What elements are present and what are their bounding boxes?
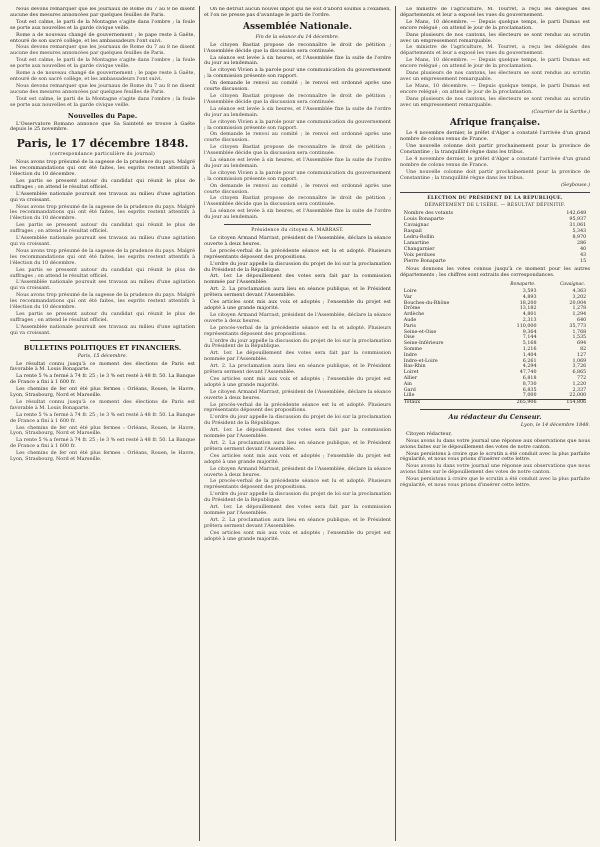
department-name: Loiret [403,370,419,376]
paragraph: Le 4 novembre dernier, le préfet d'Alger a constaté l'arrivée d'un grand nombre de colons venus de France. [400,130,590,143]
vote-count: 3,593 [522,288,537,294]
paragraph: Nous devons remarquer que les journaux de Rome du 7 au 8 ne disent aucune des mesures annoncées par quelques feuilles de Paris. [10,44,195,57]
paragraph: L'ordre du jour appelle la discussion du projet de loi sur la proclamation du Président de la République. [204,260,391,273]
section-heading: BULLETINS POLITIQUES ET FINANCIERS. [23,343,182,352]
vote-count: 1,535 [572,335,587,341]
department-name: Loire [403,288,417,294]
department-name: Bas-Rhin [403,364,426,370]
department-name: Var [403,294,412,300]
paragraph: Le résultat connu jusqu'à ce moment des élections de Paris est favorable à M. Louis Bonaparte. [10,360,195,373]
paragraph: Les chemins de fer ont été plus fermes : Orléans, Rouen, le Havre, Lyon, Strasbourg, Nord et Marseille. [10,386,195,399]
vote-count: 20,004 [569,300,587,306]
paragraph: Le ministre de l'agriculture, M. Tourret, a reçu les délégués des départements et leur a exposé les vues du gouvernement. [400,44,590,57]
vote-count: 2,313 [522,317,537,323]
section-heading: Afrique française. [449,118,541,129]
vote-count: 110,000 [516,323,537,329]
paragraph: L'ordre du jour appelle la discussion du projet de loi sur la proclamation du Président de la République. [204,414,391,427]
vote-count: 13,182 [519,306,537,312]
header-cell: Bonaparte. [510,282,536,288]
paragraph: Le citoyen Armand Marrast, président de l'Assemblée, déclare la séance ouverte à deux heures. [204,465,391,478]
department-name: Drôme [403,306,421,312]
paragraph: L'Assemblée nationale poursuit ses travaux au milieu d'une agitation qui va croissant. [10,323,195,336]
vote-count: 1,220 [572,381,587,387]
paragraph: Le 4 novembre dernier, le préfet d'Alger a constaté l'arrivée d'un grand nombre de colons venus de France. [400,156,590,168]
department-name: Somme [403,346,422,352]
separator [224,224,371,225]
paragraph: Ces articles sont mis aux voix et adoptés ; l'ensemble du projet est adopté à une grande majorité. [204,529,391,542]
paragraph: Nous persistons à croire que le scrutin a été conduit avec la plus parfaite régularité, et nous vous prions d'insérer cette lettre. [400,450,590,463]
table-header-row [404,281,586,289]
paragraph: L'Assemblée nationale poursuit ses travaux au milieu d'une agitation qui va croissant. [10,190,195,203]
vote-count: 6,818 [522,375,537,381]
paragraph: La rente 5 % a fermé à 74 fr. 25 ; le 3 % est resté à 48 fr. 50. La Banque de France a fini à 1 600 fr. [10,437,195,450]
paragraph: Art. 2. La proclamation aura lieu en séance publique, et le Président prêtera serment devant l'Assemblée. [204,286,391,299]
paragraph: Nous persistons à croire que le scrutin a été conduit avec la plus parfaite régularité, et nous vous prions d'insérer cette lettre. [400,476,590,489]
paragraph: L'Osservatore Romano annonce que Sa Sainteté se trouve à Gaëte depuis le 25 novembre. [10,120,195,133]
letter-place-date: Lyon, le 14 décembre 1848. [520,421,590,428]
paragraph: Citoyen rédacteur, [406,430,452,437]
separator [400,192,590,193]
department-name: Allier [403,375,417,381]
department-name: Seine-Inférieure [403,341,444,347]
dateline-subtitle: (correspondance particulière du journal) [49,152,156,158]
vote-count: 286 [577,241,587,247]
paragraph: Les partis se pressent autour du candidat qui réunit le plus de suffrages ; on attend le résultat officiel. [10,222,195,235]
paragraph: Le procès-verbal de la précédente séance est lu et adopté. Plusieurs représentants déposent des propositions. [204,401,391,414]
header-cell: Cavaignac. [559,282,586,288]
vote-count: 31,061 [569,223,587,229]
vote-count: 5,343 [572,229,587,235]
paragraph: Le résultat connu jusqu'à ce moment des élections de Paris est favorable à M. Louis Bonaparte. [10,398,195,411]
paragraph: La séance est levée à six heures, et l'Assemblée fixe la suite de l'ordre du jour au lendemain. [204,208,391,221]
department-name: Gard [403,387,416,393]
paragraph: Les partis se pressent autour du candidat qui réunit le plus de suffrages ; on attend le résultat officiel. [10,310,195,323]
department-name: Ain [403,381,412,387]
department-name: Aude [403,317,417,323]
total-cell: Totaux [404,400,487,406]
paragraph: Le procès-verbal de la précédente séance est lu et adopté. Plusieurs représentants déposent des propositions. [204,247,391,260]
paragraph: Le citoyen Vivien a la parole pour une communication du gouvernement ; la commission présente son rapport. [204,67,391,80]
candidate-name: Lamartine [403,241,429,247]
paragraph: Nous avons lu dans votre journal une réponse aux observations que nous avions faites sur le dépouillement des votes de notre canton. [400,437,590,450]
header-cell [404,281,487,289]
paragraph: Nous avons lu dans votre journal une réponse aux observations que nous avions faites sur le dépouillement des votes de notre canton. [400,463,590,476]
vote-count: 2,337 [572,387,587,393]
paragraph: Le citoyen Vivien a la parole pour une communication du gouvernement ; la commission présente son rapport. [204,118,391,131]
paragraph: L'Assemblée nationale poursuit ses travaux au milieu d'une agitation qui va croissant. [10,279,195,292]
paragraph: Le Mans, 10 décembre. — Depuis quelque temps, le parti Dumas est encore relégué ; on attend le jour de la proclamation. [400,57,590,70]
paragraph: L'ordre du jour appelle la discussion du projet de loi sur la proclamation du Président de la République. [204,491,391,504]
paragraph: Le citoyen Armand Marrast, président de l'Assemblée, déclare la séance ouverte à deux heures. [204,388,391,401]
department-name: Indre [403,352,417,358]
paragraph: La rente 5 % a fermé à 74 fr. 25 ; le 3 % est resté à 48 fr. 50. La Banque de France a fini à 1 600 fr. [10,411,195,424]
vote-count: 127 [577,352,587,358]
department-votes-table [404,281,586,406]
candidate-name: Changarnier [403,247,435,253]
vote-count: 6,261 [522,358,537,364]
paragraph: L'ordre du jour appelle la discussion du projet de loi sur la proclamation du Président de la République. [204,337,391,350]
paragraph: Dans plusieurs de nos cantons, les électeurs se sont rendus au scrutin avec un empressement remarquable. [400,31,590,44]
section-heading: Nouvelles du Pape. [67,111,138,120]
paragraph: Le Mans, 10 décembre. — Depuis quelque temps, le parti Dumas est encore relégué ; on attend le jour de la proclamation. [400,18,590,31]
section-heading: Au rédacteur du Censeur. [448,412,542,421]
vote-count: 8,730 [522,381,537,387]
paragraph: Une nouvelle colonne doit partir prochainement pour la province de Constantine ; la tranquillité règne dans les tribus. [400,143,590,156]
paragraph: Art. 1er. Le dépouillement des votes sera fait par la commission nommée par l'Assemblée. [204,504,391,516]
vote-count: 4,893 [522,294,537,300]
vote-count: 7,144 [522,335,537,341]
department-name: Lille [403,393,415,399]
vote-count: 43 [580,253,587,259]
paragraph: On demande le renvoi au comité ; le renvoi est ordonné après une courte discussion. [204,80,391,93]
department-name: Ardèche [403,312,425,318]
vote-count: 3,202 [572,294,587,300]
total-cell: 265,906 [487,400,537,406]
paragraph: Le citoyen Vivien a la parole pour une communication du gouvernement ; la commission présente son rapport. [204,169,391,182]
total-row [404,400,586,406]
department-name: Paris [403,323,416,329]
paragraph: Art. 1er. Le dépouillement des votes sera fait par la commission nommée par l'Assemblée. [204,273,391,286]
paragraph: La séance est levée à six heures, et l'Assemblée fixe la suite de l'ordre du jour au lendemain. [204,157,391,169]
department-name: Indre-et-Loire [403,358,438,364]
paragraph: Les partis se pressent autour du candidat qui réunit le plus de suffrages ; on attend le résultat officiel. [10,266,195,279]
column-divider [395,6,396,841]
paragraph: Le citoyen Bastiat propose de reconnaître le droit de pétition ; l'Assemblée décide que la discussion sera continuée. [204,144,391,157]
paragraph: Nous devons remarquer que les journaux de Rome du 7 au 8 ne disent aucune des mesures annoncées par quelques feuilles de Paris. [10,82,195,95]
vote-count: 18,200 [519,300,537,306]
vote-count: 4,363 [572,288,587,294]
paragraph: Les chemins de fer ont été plus fermes : Orléans, Rouen, le Havre, Lyon, Strasbourg, Nord et Marseille. [10,450,195,463]
paragraph: L'Assemblée nationale poursuit ses travaux au milieu d'une agitation qui va croissant. [10,235,195,247]
candidate-name: Cavaignac [403,223,430,229]
vote-count: 15 [580,259,587,265]
section-subtitle: Fin de la séance du 14 décembre. [255,33,340,40]
vote-count: 1,404 [522,352,537,358]
paragraph: Le citoyen Bastiat propose de reconnaître le droit de pétition ; l'Assemblée décide que la discussion sera continuée. [204,41,391,54]
vote-count: 22,000 [569,393,587,399]
paragraph: Le ministre de l'agriculture, M. Tourret, a reçu les délégués des départements et leur a exposé les vues du gouvernement. [400,7,590,18]
paragraph: La séance est levée à six heures, et l'Assemblée fixe la suite de l'ordre du jour au lendemain. [204,105,391,118]
paragraph: Une nouvelle colonne doit partir prochainement pour la province de Constantine ; la tranquillité règne dans les tribus. [400,168,590,181]
paragraph: Le procès-verbal de la précédente séance est lu et adopté. Plusieurs représentants déposent des propositions. [204,478,391,491]
paragraph: On demande le renvoi au comité ; le renvoi est ordonné après une courte discussion. [204,131,391,144]
paragraph: Art. 2. La proclamation aura lieu en séance publique, et le Président prêtera serment devant l'Assemblée. [204,363,391,376]
paragraph: Tout est calme, le parti de la Montagne s'agite dans l'ombre ; la foule se porte aux nouvelles et la garde civique veille. [10,57,195,70]
paragraph: Ces articles sont mis aux voix et adoptés ; l'ensemble du projet est adopté à une grande majorité. [204,375,391,388]
vote-count: 1,768 [572,329,587,335]
paragraph: Le Mans, 10 décembre. — Depuis quelque temps, le parti Dumas est encore relégué ; on attend le jour de la proclamation. [400,82,590,95]
paragraph: Art. 2. La proclamation aura lieu en séance publique, et le Président prêtera serment devant l'Assemblée. [204,516,391,529]
candidate-name: Pierre Bonaparte [403,259,446,265]
paragraph: Nous avons trop présumé de la sagesse de la prudence du pays. Malgré les recommandations qui ont été faites, les esprits restent attentifs à l'élection du 10 décembre. [10,247,195,266]
candidate-name: Nombre des votants [403,211,453,217]
vote-count: 82 [580,346,587,352]
paragraph: On demande le renvoi au comité ; le renvoi est ordonné après une courte discussion. [204,182,391,195]
paragraph: Art. 2. La proclamation aura lieu en séance publique, et le Président prêtera serment devant l'Assemblée. [204,440,391,452]
separator [30,340,175,341]
vote-count: 7,000 [522,393,537,399]
paragraph: Le citoyen Bastiat propose de reconnaître le droit de pétition ; l'Assemblée décide que la discussion sera continuée. [204,195,391,208]
paragraph: Ces articles sont mis aux voix et adoptés ; l'ensemble du projet est adopté à une grande majorité. [204,299,391,311]
vote-count: 6,835 [522,387,537,393]
paragraph: Le citoyen Armand Marrast, président de l'Assemblée, déclare la séance ouverte à deux heures. [204,311,391,324]
section-subtitle: Paris, 15 décembre. [77,352,128,359]
paragraph: On ne détruit aucun nouvel impôt qui ne soit d'abord soumis à l'examen, et l'on ne presse pas d'avantage le parti de l'ordre. [204,7,391,18]
vote-count: 40 [580,247,587,253]
candidate-name: Ledru-Rollin [403,235,435,241]
department-name: Seine-et-Oise [403,329,437,335]
presidency-line: Présidence du citoyen A. MARRAST. [251,228,344,234]
results-table [404,211,586,265]
column-middle [204,7,391,841]
paragraph: Nous devons remarquer que les journaux de Rome du 7 au 8 ne disent aucune des mesures annoncées par quelques feuilles de Paris. [10,7,195,18]
paragraph: Rome a de nouveau changé de gouvernement ; le pape reste à Gaëte, entouré de son sacré collège, et les ambassadeurs l'ont suivi. [10,31,195,44]
vote-count: 1,216 [522,346,537,352]
dateline-heading: Paris, le 17 décembre 1848. [16,137,189,151]
candidate-name: Raspail [403,229,422,235]
department-name: Oise [403,335,415,341]
paragraph: Les chemins de fer ont été plus fermes : Orléans, Rouen, le Havre, Lyon, Strasbourg, Nord et Marseille. [10,424,195,437]
vote-count: 4,294 [522,364,537,370]
paragraph: Le citoyen Bastiat propose de reconnaître le droit de pétition ; l'Assemblée décide que la discussion sera continuée. [204,92,391,105]
vote-count: 9,364 [522,329,537,335]
vote-count: 694 [577,341,587,347]
paragraph: Nous avons trop présumé de la sagesse de la prudence du pays. Malgré les recommandations qui ont été faites, les esprits restent attentifs à l'élection du 10 décembre. [10,203,195,222]
column-divider [199,6,200,841]
vote-count: 35,773 [569,323,587,329]
vote-count: 1,069 [572,358,587,364]
paragraph: Nous donnons les votes connus jusqu'à ce moment pour les autres départements ; les chiffres sont extraits des correspondances. [400,266,590,279]
column-left [10,7,195,841]
paragraph: Nous avons trop présumé de la sagesse de la prudence du pays. Malgré les recommandations qui ont été faites, les esprits restent attentifs à l'élection du 10 décembre. [10,292,195,311]
vote-count: 8,970 [572,235,587,241]
vote-count: 3,726 [572,364,587,370]
paragraph: Rome a de nouveau changé de gouvernement ; le pape reste à Gaëte, entouré de son sacré collège, et les ambassadeurs l'ont suivi. [10,70,195,82]
paragraph: Les partis se pressent autour du candidat qui réunit le plus de suffrages ; on attend le résultat officiel. [10,177,195,190]
vote-count: 142,649 [566,211,587,217]
table-row [404,259,586,265]
section-heading: Assemblée Nationale. [243,21,352,32]
paragraph: Tout est calme, le parti de la Montagne s'agite dans l'ombre ; la foule se porte aux nouvelles et la garde civique veille. [10,18,195,31]
paragraph: Art. 1er. Le dépouillement des votes sera fait par la commission nommée par l'Assemblée. [204,350,391,363]
department-name: Bouches-du-Rhône [403,300,450,306]
paragraph: Nous avons trop présumé de la sagesse de la prudence du pays. Malgré les recommandations qui ont été faites, les esprits restent attentifs à l'élection du 10 décembre. [10,159,195,178]
source-attribution: (Seybouse.) [560,181,590,188]
vote-count: 5,168 [522,341,537,347]
paragraph: Tout est calme, le parti de la Montagne s'agite dans l'ombre ; la foule se porte aux nouvelles et la garde civique veille. [10,95,195,108]
vote-count: 47,740 [519,370,537,376]
paragraph: Dans plusieurs de nos cantons, les électeurs se sont rendus au scrutin avec un empressement remarquable. [400,95,590,108]
vote-count: 772 [577,375,587,381]
paragraph: Dans plusieurs de nos cantons, les électeurs se sont rendus au scrutin avec un empressement remarquable. [400,70,590,82]
vote-count: 1,294 [572,312,587,318]
table-caption: DÉPARTEMENT DE L'ISÈRE. — RÉSULTAT DÉFINITIF. [424,203,566,209]
paragraph: Art. 1er. Le dépouillement des votes sera fait par la commission nommée par l'Assemblée. [204,427,391,440]
vote-count: 4,801 [522,312,537,318]
vote-count: 95,937 [569,217,587,223]
paragraph: La rente 5 % a fermé à 74 fr. 25 ; le 3 % est resté à 48 fr. 50. La Banque de France a fini à 1 600 fr. [10,373,195,386]
column-right [400,7,590,841]
vote-count: 1,278 [572,306,587,312]
total-cell: 154,806 [537,400,587,406]
vote-count: 6,865 [572,370,587,376]
vote-count: 640 [577,317,587,323]
paragraph: La séance est levée à six heures, et l'Assemblée fixe la suite de l'ordre du jour au lendemain. [204,54,391,67]
section-heading: ÉLECTION DU PRÉSIDENT DE LA RÉPUBLIQUE. [427,195,563,201]
paragraph: Ces articles sont mis aux voix et adoptés ; l'ensemble du projet est adopté à une grande majorité. [204,452,391,465]
separator [420,409,570,410]
candidate-name: Louis Bonaparte [403,217,444,223]
source-attribution: (Courrier de la Sarthe.) [531,108,590,115]
candidate-name: Voix perdues [403,253,436,259]
paragraph: Le procès-verbal de la précédente séance est lu et adopté. Plusieurs représentants déposent des propositions. [204,324,391,337]
paragraph: Le citoyen Armand Marrast, président de l'Assemblée, déclare la séance ouverte à deux heures. [204,235,391,247]
